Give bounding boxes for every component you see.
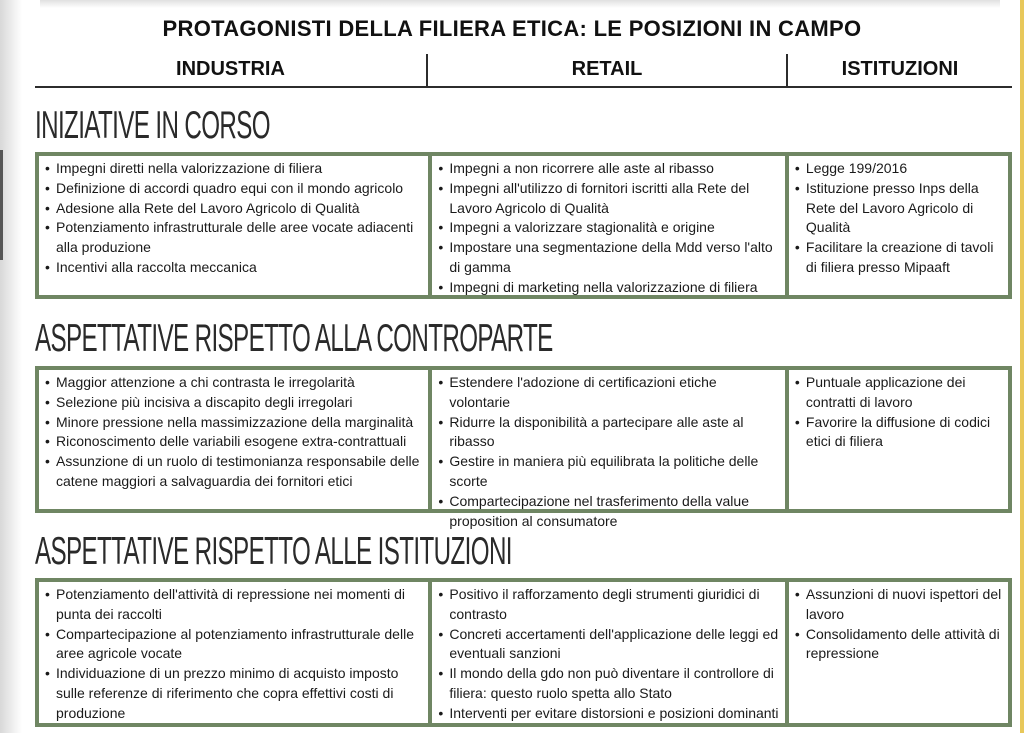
list-item: • Minore pressione nella massimizzazione della marginalità [45,413,424,433]
cell-istituzioni [789,156,1008,295]
list-item: • Impegni diretti nella valorizzazione di filiera [45,159,424,179]
column-headers [35,54,1012,88]
list-item: • Istituzione presso Inps della Rete del Lavoro Agricolo di Qualità [795,179,1004,238]
cell-retail [432,370,785,529]
list-item: • Compartecipazione al potenziamento infrastrutturale delle aree agricole vocate [45,625,424,665]
list-item: • Estendere l'adozione di certificazioni etiche volontarie [438,373,781,413]
list-item: • Concreti accertamenti dell'applicazione delle leggi ed eventuali sanzioni [438,625,781,665]
list-item: • Consolidamento delle attività di repressione [795,625,1004,665]
cell-industria [39,156,428,295]
list-item: • Legge 199/2016 [795,159,1004,179]
list-item: • Individuazione di un prezzo minimo di acquisto imposto sulle referenze di riferimento che copra effettivi costi di produzione [45,664,424,723]
page-title: PROTAGONISTI DELLA FILIERA ETICA: LE POSIZIONI IN CAMPO [162,16,862,41]
column-header-retail: RETAIL [571,57,643,80]
cell-industria [39,582,428,723]
list-item: • Potenziamento infrastrutturale delle aree vocate adiacenti alla produzione [45,218,424,258]
left-page-edge [0,0,22,733]
list-item: • Assunzioni di nuovi ispettori del lavoro [795,585,1004,625]
column-header-istituzioni: ISTITUZIONI [841,57,959,80]
list-item: • Adesione alla Rete del Lavoro Agricolo di Qualità [45,199,424,219]
list-item: • Assunzione di un ruolo di testimonianza responsabile delle catene maggiori a salvaguardia dei fornitori etici [45,452,424,492]
list-item: • Gestire in maniera più equilibrata la politiche delle scorte [438,452,781,492]
section-title-iniziative: INIZIATIVE IN CORSO [35,104,270,147]
section-title-controparte: ASPETTATIVE RISPETTO ALLA CONTROPARTE [35,317,553,360]
cell-istituzioni [789,370,1008,509]
column-header-industria: INDUSTRIA [176,57,285,80]
list-item: • Impegni a non ricorrere alle aste al ribasso [438,159,781,179]
left-edge-mark [0,150,3,260]
list-item: • Positivo il rafforzamento degli strumenti giuridici di contrasto [438,585,781,625]
list-item: • Impegni a valorizzare stagionalità e origine [438,218,781,238]
section-panel-iniziative [35,152,1012,299]
list-item: • Puntuale applicazione dei contratti di lavoro [795,373,1004,413]
section-panel-istituzioni [35,578,1012,727]
list-item: • Interventi per evitare distorsioni e posizioni dominanti [438,704,781,724]
list-item: • Impegni di marketing nella valorizzazione di filiera [438,278,781,298]
list-item: • Ridurre la disponibilità a partecipare alle aste al ribasso [438,413,781,453]
list-item: • Favorire la diffusione di codici etici di filiera [795,413,1004,453]
list-item: • Compartecipazione nel trasferimento della value proposition al consumatore [438,492,781,532]
list-item: • Riconoscimento delle variabili esogene extra-contrattuali [45,432,424,452]
list-item: • Incentivi alla raccolta meccanica [45,258,424,278]
top-edge-shadow [40,0,1000,8]
list-item: • Potenziamento dell'attività di repressione nei momenti di punta dei raccolti [45,585,424,625]
right-edge-accent [1020,0,1024,733]
cell-retail [432,156,785,295]
list-item: • Il mondo della gdo non può diventare il controllore di filiera: questo ruolo spetta allo Stato [438,664,781,704]
list-item: • Impegni all'utilizzo di fornitori iscritti alla Rete del Lavoro Agricolo di Qualità [438,179,781,219]
list-item: • Facilitare la creazione di tavoli di filiera presso Mipaaft [795,238,1004,278]
cell-retail [432,582,785,723]
list-item: • Impostare una segmentazione della Mdd verso l'alto di gamma [438,238,781,278]
cell-industria [39,370,428,509]
list-item: • Maggior attenzione a chi contrasta le irregolarità [45,373,424,393]
section-panel-controparte [35,366,1012,529]
list-item: • Selezione più incisiva a discapito degli irregolari [45,393,424,413]
section-title-istituzioni: ASPETTATIVE RISPETTO ALLE ISTITUZIONI [35,530,512,573]
list-item: • Definizione di accordi quadro equi con il mondo agricolo [45,179,424,199]
cell-istituzioni [789,582,1008,723]
